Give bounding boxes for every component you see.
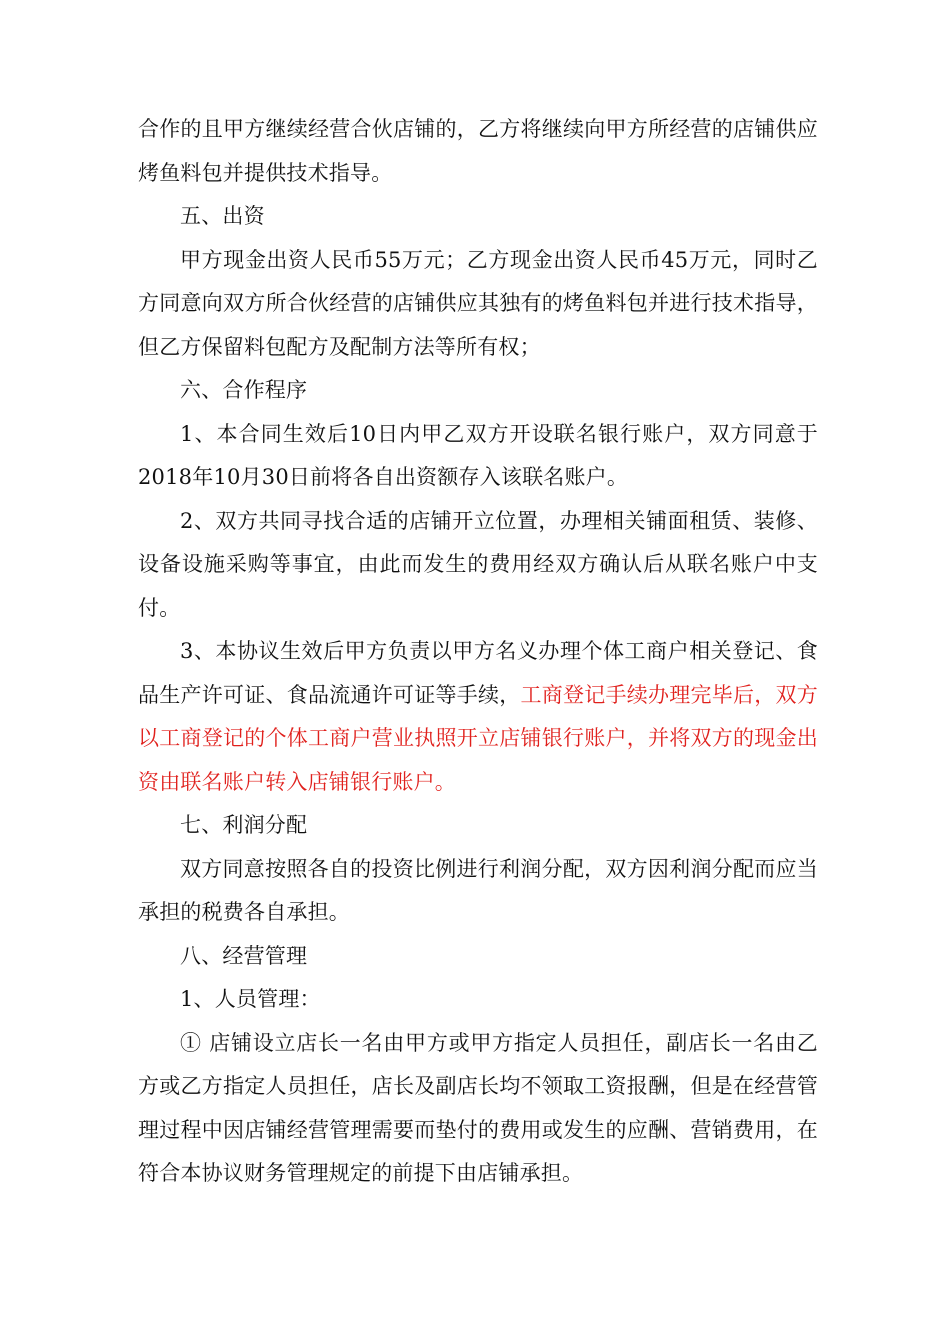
section-heading-management: 八、经营管理 xyxy=(180,943,308,968)
paragraph-profit: 双方同意按照各自的投资比例进行利润分配，双方因利润分配而应当承担的税费各自承担。 xyxy=(138,856,818,924)
paragraph-investment: 甲方现金出资人民币55万元；乙方现金出资人民币45万元，同时乙方同意向双方所合伙经营的店铺供应其独有的烤鱼料包并进行技术指导，但乙方保留料包配方及配制方法等所有权； xyxy=(138,247,818,359)
section-heading-investment: 五、出资 xyxy=(180,204,265,228)
procedure-3-highlighted-text: 工商登记手续办理完毕后，双方以工商登记的个体工商户营业执照开立店铺银行账户，并将双方的现金出资由联名账户转入店铺银行账户。 xyxy=(138,682,818,794)
paragraph-staff-manager: ① 店铺设立店长一名由甲方或甲方指定人员担任，副店长一名由乙方或乙方指定人员担任，店长及副店长均不领取工资报酬，但是在经营管理过程中因店铺经营管理需要而垫付的费用或发生的应酬、营销费用，在符合本协议财务管理规定的前提下由店铺承担。 xyxy=(138,1030,818,1185)
procedure-3-text: 3、本协议生效后甲方负责以甲方名义办理个体工商户相关登记、食品生产许可证、食品流通许可证等手续， xyxy=(138,639,818,707)
paragraph-continuation: 合作的且甲方继续经营合伙店铺的，乙方将继续向甲方所经营的店铺供应烤鱼料包并提供技术指导。 xyxy=(138,117,818,185)
document-body xyxy=(138,108,818,1196)
paragraph-procedure-3 xyxy=(138,630,818,804)
section-heading-profit: 七、利润分配 xyxy=(180,813,308,837)
section-heading-procedure: 六、合作程序 xyxy=(180,378,308,402)
paragraph-staff-heading: 1、人员管理： xyxy=(180,987,321,1011)
paragraph-procedure-2: 2、双方共同寻找合适的店铺开立位置，办理相关铺面租赁、装修、设备设施采购等事宜，由此而发生的费用经双方确认后从联名账户中支付。 xyxy=(138,508,818,620)
paragraph-procedure-1: 1、本合同生效后10日内甲乙双方开设联名银行账户，双方同意于2018年10月30日前将各自出资额存入该联名账户。 xyxy=(138,421,818,489)
